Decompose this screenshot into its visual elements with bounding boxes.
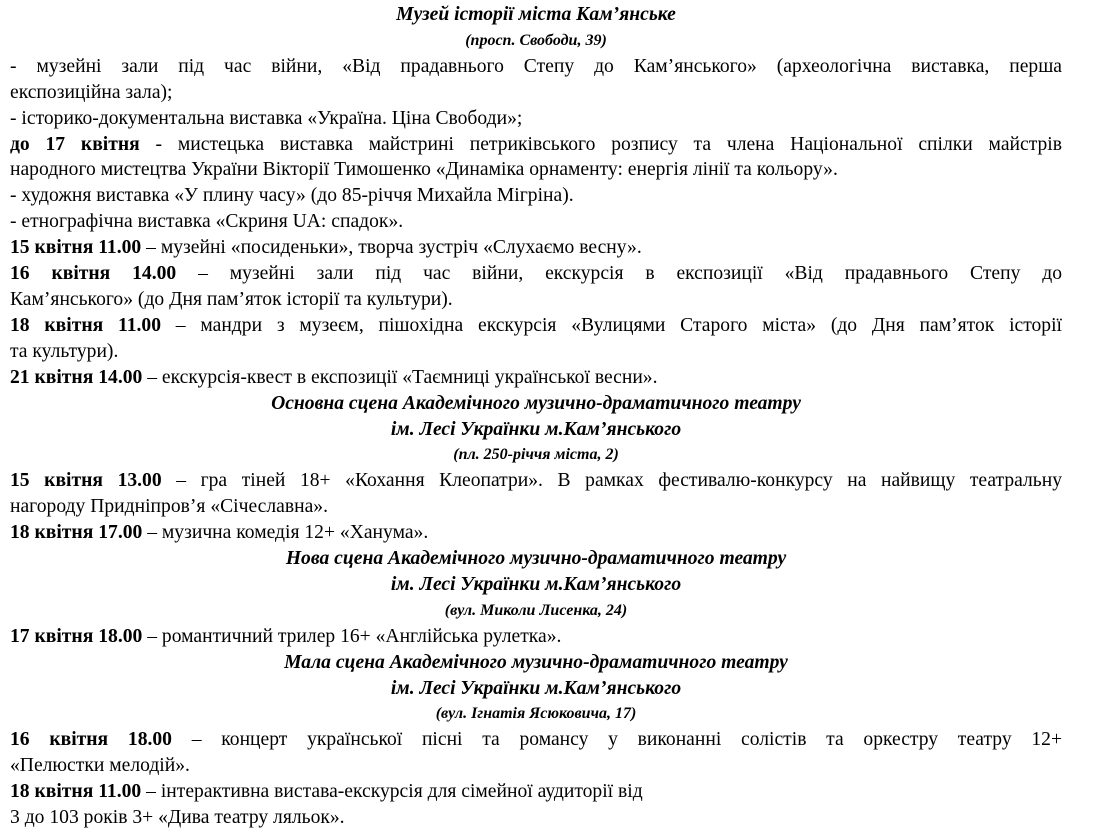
event-text: – музейні зали під час війни, екскурсія в експозиції «Від прадавнього Степу до (176, 263, 1062, 285)
event-text: – гра тіней 18+ «Кохання Клеопатри». В рамках фестивалю-конкурсу на найвищу театральну (161, 470, 1062, 492)
main-stage-title-line-1: Основна сцена Академічного музично-драматичного театру (271, 392, 801, 414)
small-stage-address: (вул. Ігнатія Ясюковича, 17) (435, 705, 637, 723)
museum-item-1-line-2: експозиційна зала); (10, 81, 173, 103)
museum-event-3-line-1 (10, 313, 1062, 339)
event-date: 17 квітня 18.00 (10, 625, 143, 647)
new-stage-title-line-2: ім. Лесі Українки м.Кам’янського (390, 573, 682, 595)
main-stage-address: (пл. 250-річчя міста, 2) (453, 446, 619, 464)
small-stage-event-1-line-2: «Пелюстки мелодій». (10, 755, 190, 777)
museum-item-2: - історико-документальна виставка «Україна. Ціна Свободи»; (10, 107, 523, 129)
small-stage-title-line-1: Мала сцена Академічного музично-драматичного театру (284, 651, 788, 673)
event-date: 15 квітня 11.00 (10, 237, 142, 259)
main-stage-title-line-2: ім. Лесі Українки м.Кам’янського (390, 418, 682, 440)
event-date: 15 квітня 13.00 (10, 470, 162, 492)
event-date: 18 квітня 17.00 (10, 522, 143, 544)
event-text: – романтичний трилер 16+ «Англійська рулетка». (142, 625, 562, 647)
small-stage-event-2-line-2: 3 до 103 років 3+ «Дива театру ляльок». (10, 807, 345, 829)
museum-event-3-line-2: та культури). (10, 340, 119, 362)
small-stage-event-1-line-1 (10, 727, 1062, 753)
museum-item-3-line-2: народного мистецтва України Вікторії Тимошенко «Динаміка орнаменту: енергія лінії та кольору». (10, 159, 838, 181)
new-stage-event-1 (10, 624, 1062, 650)
new-stage-address: (вул. Миколи Лисенка, 24) (444, 601, 628, 619)
museum-item-5: - етнографічна виставка «Скриня UA: спадок». (10, 211, 404, 233)
event-date: до 17 квітня (10, 133, 140, 155)
museum-event-4 (10, 365, 1062, 391)
small-stage-event-2-line-1 (10, 779, 1062, 805)
museum-address: (просп. Свободи, 39) (465, 31, 607, 49)
museum-event-2-line-2: Кам’янського» (до Дня пам’яток історії та культури). (10, 288, 453, 310)
event-text: – екскурсія-квест в експозиції «Таємниці української весни». (142, 366, 658, 388)
small-stage-title-line-2: ім. Лесі Українки м.Кам’янського (390, 677, 682, 699)
event-date: 21 квітня 14.00 (10, 366, 143, 388)
event-text: – мандри з музеєм, пішохідна екскурсія «Вулицями Старого міста» (до Дня пам’яток історії (161, 314, 1062, 336)
museum-item-4: - художня виставка «У плину часу» (до 85-річчя Михайла Мігріна). (10, 185, 574, 207)
main-stage-event-1-line-2: нагороду Придніпров’я «Січеславна». (10, 496, 328, 518)
event-date: 16 квітня 18.00 (10, 729, 172, 751)
main-stage-event-1-line-1 (10, 468, 1062, 494)
event-text: – інтерактивна вистава-екскурсія для сімейної аудиторії від (141, 781, 643, 803)
event-text: – музична комедія 12+ «Ханума». (142, 522, 429, 544)
museum-item-3-line-1 (10, 132, 1062, 158)
museum-event-1 (10, 235, 1062, 261)
event-date: 18 квітня 11.00 (10, 314, 161, 336)
event-text: – концерт української пісні та романсу у виконанні солістів та оркестру театру 12+ (171, 729, 1062, 751)
event-date: 18 квітня 11.00 (10, 781, 142, 803)
museum-title: Музей історії міста Кам’янське (396, 4, 676, 25)
event-text: – музейні «посиденьки», творча зустріч «Слухаємо весну». (141, 237, 642, 259)
event-date: 16 квітня 14.00 (10, 263, 177, 285)
museum-item-1-line-1: - музейні зали під час війни, «Від прадавнього Степу до Кам’янського» (археологічна виставка, перша (10, 55, 1062, 77)
main-stage-event-2 (10, 520, 1062, 546)
new-stage-title-line-1: Нова сцена Академічного музично-драматичного театру (285, 548, 787, 570)
event-text: - мистецька виставка майстрині петриківського розпису та члена Національної спілки майстрів (139, 133, 1062, 155)
museum-event-2-line-1 (10, 261, 1062, 287)
